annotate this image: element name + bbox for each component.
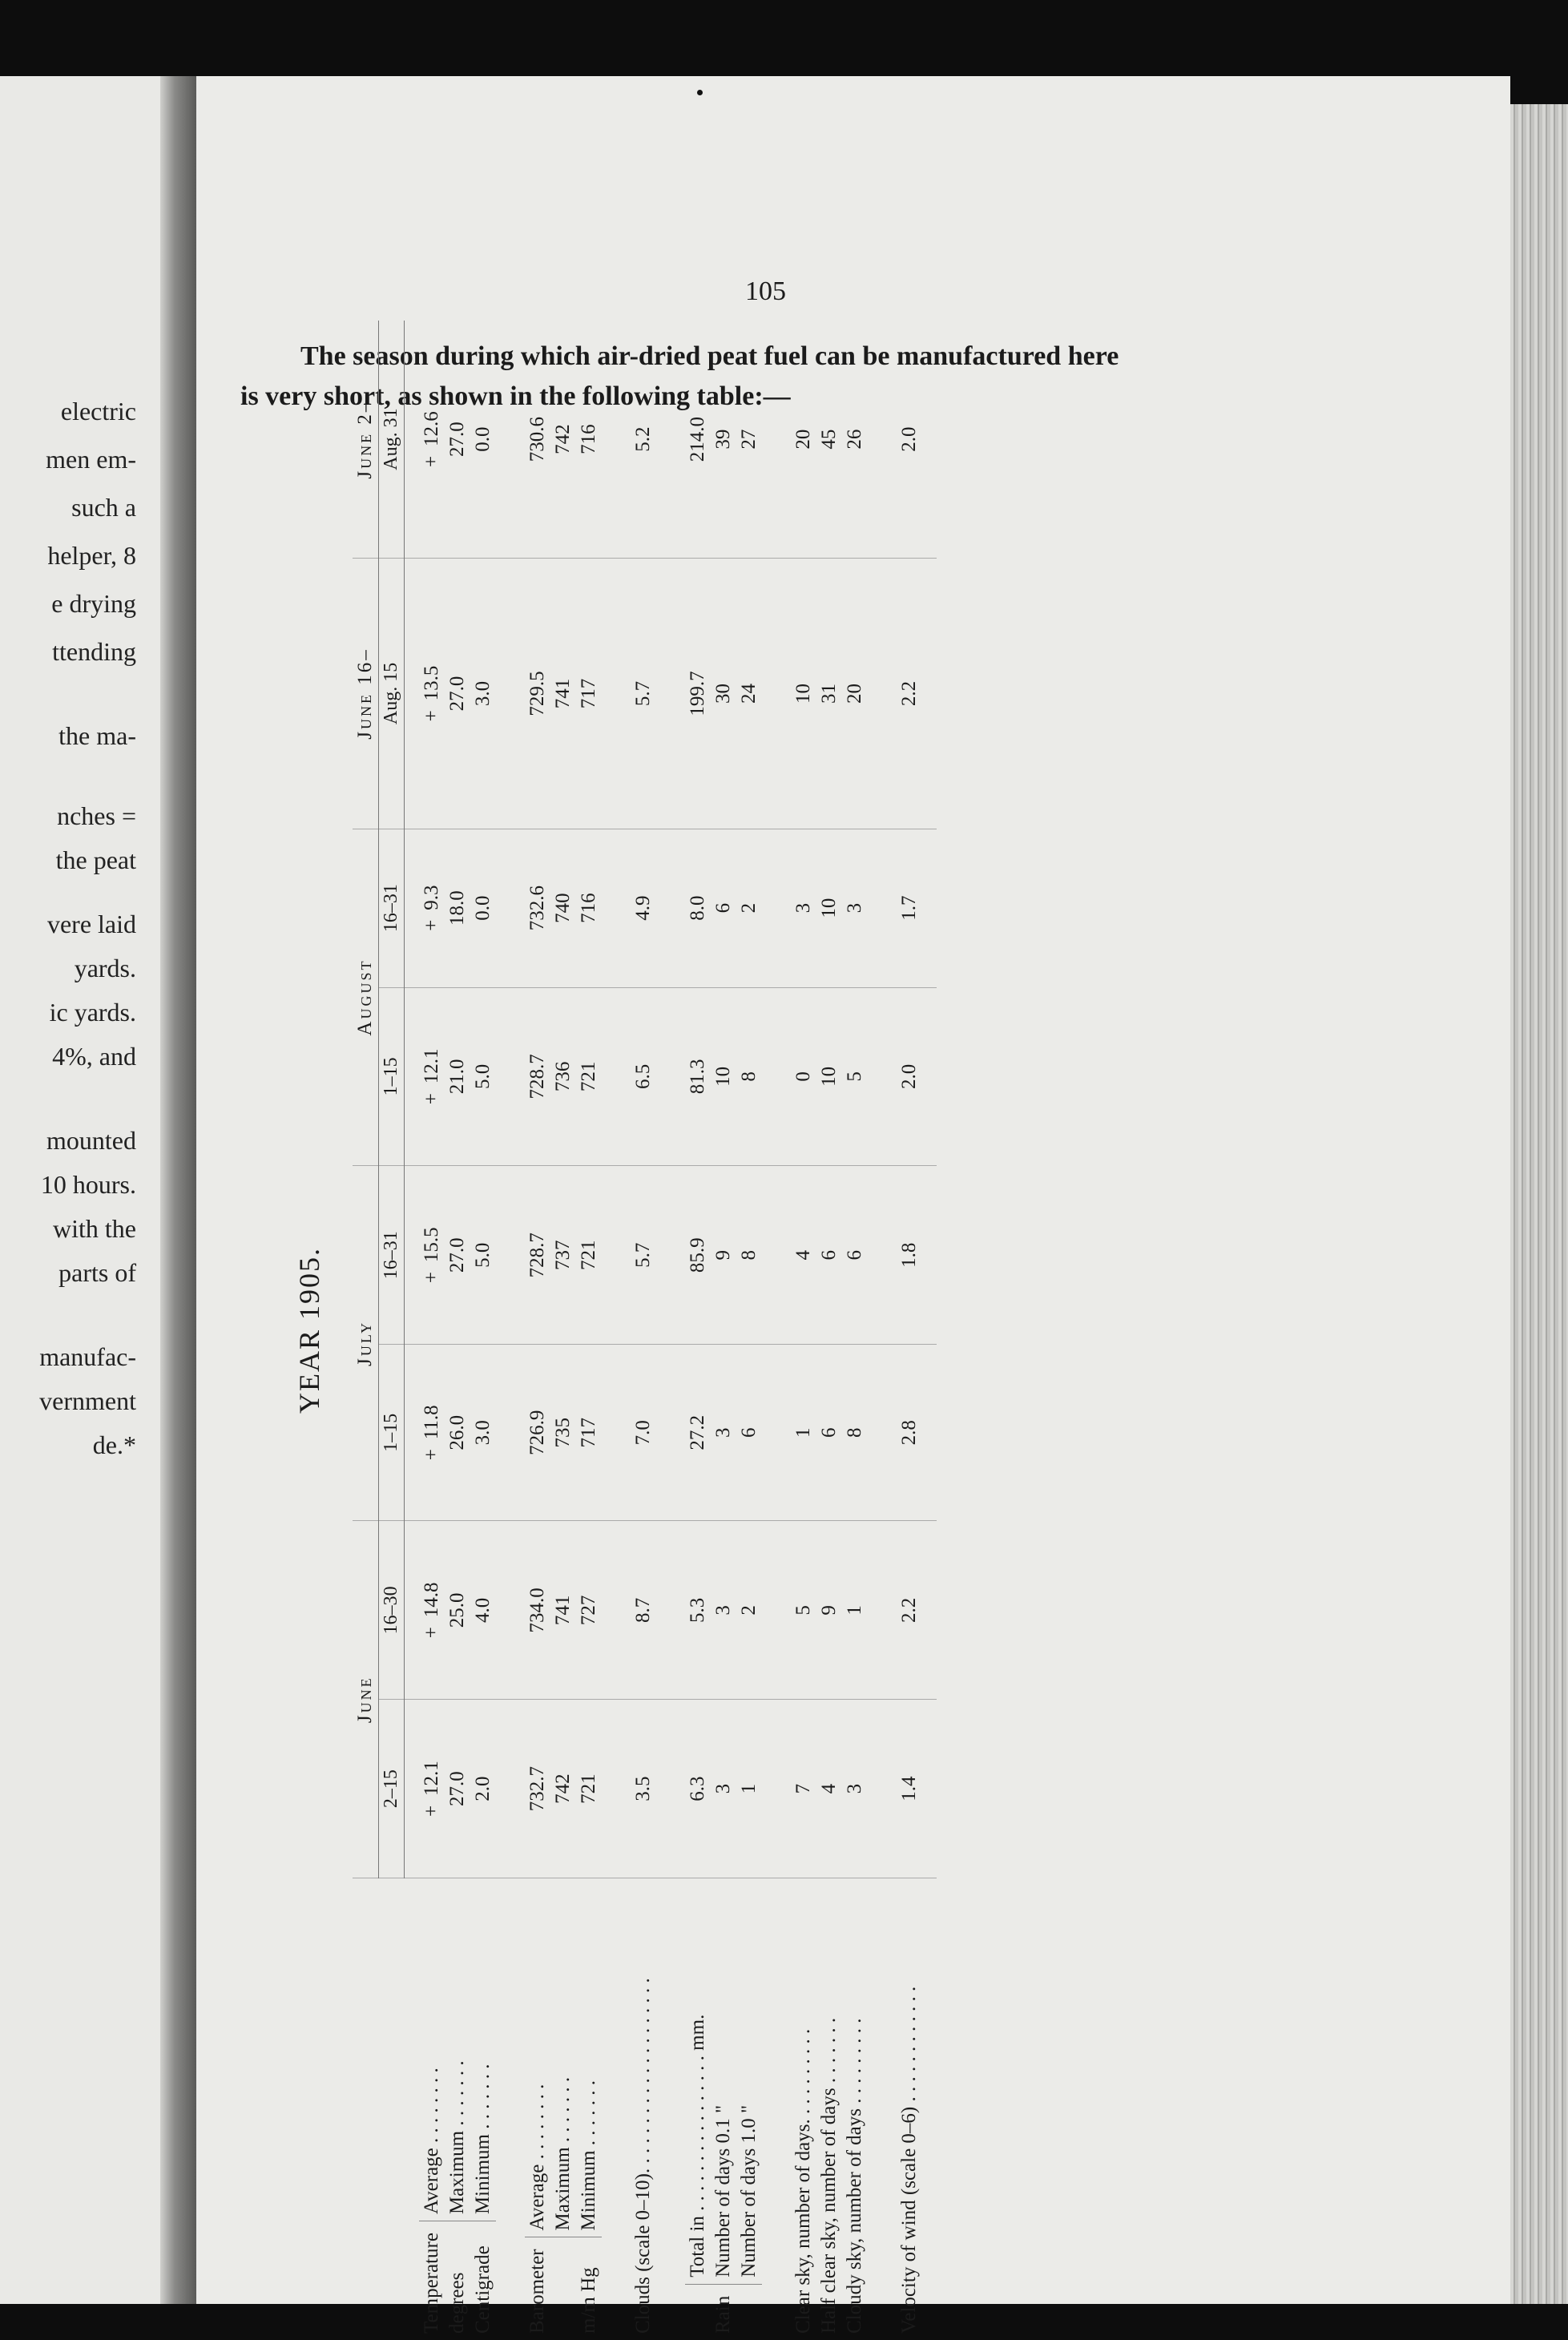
cell-value: 4.0 xyxy=(472,1598,494,1623)
cell-value: 45 xyxy=(818,430,840,450)
cell-value: 30 xyxy=(712,684,734,704)
cell-value: 728.7 xyxy=(526,1054,548,1099)
table-cell xyxy=(510,1345,616,1521)
cell-value: 721 xyxy=(578,1773,599,1804)
row-label-text: Clouds (scale 0–10). . . . . . . . . . . . . . . . . . . . xyxy=(631,1978,656,2334)
left-page-fragment: nches = xyxy=(57,801,136,831)
table-cell xyxy=(616,1700,671,1878)
cell-value: 741 xyxy=(552,1596,574,1626)
table-cell xyxy=(510,987,616,1166)
cell-value: 81.3 xyxy=(687,1059,708,1095)
cell-value: 18.0 xyxy=(446,890,468,926)
cell-value: 5.2 xyxy=(632,426,654,451)
plus-sign: + xyxy=(419,700,445,721)
cell-value: 6.3 xyxy=(687,1777,708,1801)
table-row xyxy=(616,321,671,2340)
book-gutter xyxy=(160,76,196,2304)
left-page xyxy=(0,76,160,2304)
cell-value: 24 xyxy=(738,684,760,704)
row-label-text: Rain xyxy=(711,2296,736,2334)
plus-sign: + xyxy=(419,1617,445,1638)
cell-value: 6 xyxy=(818,1428,840,1438)
row-label-text xyxy=(550,2249,576,2334)
cell-value: 13.5 xyxy=(421,666,442,701)
cell-value: 716 xyxy=(578,893,599,923)
cell-value: 3 xyxy=(712,1605,734,1616)
cell-value: 6 xyxy=(712,903,734,914)
cell-value: 9 xyxy=(818,1605,840,1616)
left-page-fragment: such a xyxy=(71,493,136,522)
table-cell xyxy=(510,829,616,987)
left-page-fragment: helper, 8 xyxy=(47,541,136,571)
table-cell xyxy=(510,1700,616,1878)
table-cell xyxy=(671,987,776,1166)
cell-value: 734.0 xyxy=(526,1588,548,1632)
cell-value: 10 xyxy=(818,898,840,918)
cell-value: 3.5 xyxy=(632,1777,654,1801)
cell-value: 3 xyxy=(792,903,814,914)
row-sublabel: Number of days 0.1 " xyxy=(711,2015,736,2277)
cell-value: 12.1 xyxy=(421,1049,442,1084)
table-cell xyxy=(776,829,882,987)
table-cell xyxy=(671,321,776,559)
period-header: 16–31 xyxy=(379,1166,405,1345)
left-page-fragment: vernment xyxy=(39,1386,136,1416)
row-sublabel: Maximum . . . . . . . xyxy=(550,2077,576,2231)
cell-value: 716 xyxy=(578,424,599,454)
table-body xyxy=(405,321,937,2340)
table-cell xyxy=(671,1700,776,1878)
table-cell xyxy=(510,1166,616,1345)
cell-value: 4 xyxy=(792,1250,814,1261)
cell-value: 3 xyxy=(712,1784,734,1794)
cell-value: 2.8 xyxy=(898,1420,920,1445)
left-page-fragment: e drying xyxy=(51,589,136,619)
cell-value: 740 xyxy=(552,893,574,923)
cell-value: 726.9 xyxy=(526,1410,548,1455)
group-august: August xyxy=(353,829,379,1166)
table-cell xyxy=(671,559,776,829)
row-label-text: Velocity of wind (scale 0–6) . . . . . . . . . . . . xyxy=(897,1987,922,2334)
table-cell xyxy=(776,321,882,559)
cell-value: 5.0 xyxy=(472,1243,494,1268)
cell-value: 3.0 xyxy=(472,681,494,706)
cell-value: 8.0 xyxy=(687,896,708,921)
row-label-text: m/m Hg xyxy=(576,2249,602,2334)
table-cell xyxy=(616,1345,671,1521)
table-cell xyxy=(405,829,511,987)
plus-sign: + xyxy=(419,446,445,467)
table-cell xyxy=(882,1521,937,1700)
period-header: 1–15 xyxy=(379,987,405,1166)
table-cell xyxy=(882,321,937,559)
cell-value: 721 xyxy=(578,1240,599,1270)
cell-value: 8 xyxy=(738,1071,760,1082)
table-cell xyxy=(616,987,671,1166)
cell-value: 11.8 xyxy=(421,1405,442,1439)
table-row xyxy=(510,321,616,2340)
table-cell xyxy=(776,1345,882,1521)
plus-sign: + xyxy=(419,1262,445,1283)
cell-value: 6 xyxy=(818,1250,840,1261)
cell-value: 1 xyxy=(738,1784,760,1794)
cell-value: 20 xyxy=(792,430,814,450)
cell-value: 27 xyxy=(738,430,760,450)
cell-value: 5.0 xyxy=(472,1064,494,1089)
cell-value: 742 xyxy=(552,1773,574,1804)
cell-value: 0.0 xyxy=(472,896,494,921)
cell-value: 736 xyxy=(552,1062,574,1092)
cell-value: 2.0 xyxy=(898,1064,920,1089)
table-cell xyxy=(405,1521,511,1700)
table-cell xyxy=(776,1166,882,1345)
row-sublabel: Minimum . . . . . . . xyxy=(576,2077,602,2231)
cell-value: 737 xyxy=(552,1240,574,1270)
left-page-fragment: with the xyxy=(53,1214,136,1244)
cell-value: 31 xyxy=(818,684,840,704)
table-cell xyxy=(776,987,882,1166)
cell-value: 741 xyxy=(552,679,574,709)
table-row xyxy=(405,321,511,2340)
cell-value: 5 xyxy=(844,1071,865,1082)
weather-table-rotated xyxy=(264,321,1130,2340)
row-sublabel: Number of days 1.0 " xyxy=(736,2015,762,2277)
cell-value: 0.0 xyxy=(472,426,494,451)
row-label xyxy=(671,1878,776,2340)
cell-value: 26.0 xyxy=(446,1415,468,1450)
cell-value: 2 xyxy=(738,903,760,914)
row-sublabel: Total in . . . . . . . . . . . . . . . . mm. xyxy=(685,2015,711,2277)
left-page-fragment: 10 hours. xyxy=(41,1170,136,1200)
period-header: Aug. 31 xyxy=(379,321,405,559)
cell-value: 727 xyxy=(578,1596,599,1626)
table-title: YEAR 1905. xyxy=(292,321,326,2340)
cell-value: 15.5 xyxy=(421,1227,442,1262)
cell-value: 728.7 xyxy=(526,1233,548,1277)
table-cell xyxy=(776,559,882,829)
cell-value: 735 xyxy=(552,1418,574,1448)
left-page-fragment: vere laid xyxy=(47,910,136,939)
cell-value: 85.9 xyxy=(687,1237,708,1273)
group-july: July xyxy=(353,1166,379,1521)
row-label xyxy=(616,1878,671,2340)
cell-value: 4.9 xyxy=(632,896,654,921)
plus-sign: + xyxy=(419,1796,445,1817)
cell-value: 729.5 xyxy=(526,671,548,716)
cell-value: 9 xyxy=(712,1250,734,1261)
cell-value: 27.2 xyxy=(687,1415,708,1450)
cell-value: 2.2 xyxy=(898,1598,920,1623)
table-cell xyxy=(882,1700,937,1878)
intro-line-1: The season during which air-dried peat fuel can be manufactured here xyxy=(240,337,1306,377)
row-label xyxy=(510,1878,616,2340)
cell-value: 730.6 xyxy=(526,417,548,462)
table-cell xyxy=(510,1521,616,1700)
cell-value: 14.8 xyxy=(421,1582,442,1617)
period-header: Aug. 15 xyxy=(379,559,405,829)
table-cell xyxy=(882,829,937,987)
cell-value: 1 xyxy=(844,1605,865,1616)
cell-value: 2.2 xyxy=(898,681,920,706)
cell-value: 1.7 xyxy=(898,896,920,921)
table-cell xyxy=(616,559,671,829)
cell-value: 27.0 xyxy=(446,676,468,712)
row-label xyxy=(776,1878,882,2340)
cell-value: 0 xyxy=(792,1071,814,1082)
cell-value: 5.7 xyxy=(632,1243,654,1268)
cell-value: 1 xyxy=(792,1428,814,1438)
cell-value: 39 xyxy=(712,430,734,450)
left-page-fragment: men em- xyxy=(46,445,136,474)
table-cell xyxy=(671,1345,776,1521)
cell-value: 5.7 xyxy=(632,681,654,706)
left-page-fragment: mounted xyxy=(46,1126,136,1156)
cell-value: 7.0 xyxy=(632,1420,654,1445)
cell-value: 8 xyxy=(738,1250,760,1261)
page-number: 105 xyxy=(745,276,786,307)
cell-value: 3 xyxy=(712,1428,734,1438)
row-label-text: Temperature xyxy=(419,2233,445,2334)
table-cell xyxy=(776,1521,882,1700)
cell-value: 25.0 xyxy=(446,1592,468,1628)
weather-table xyxy=(353,321,937,2340)
cell-value: 717 xyxy=(578,1418,599,1448)
cell-value: 21.0 xyxy=(446,1059,468,1095)
left-page-fragment: ttending xyxy=(52,637,136,667)
left-page-fragment: 4%, and xyxy=(52,1042,136,1071)
cell-value: 732.6 xyxy=(526,886,548,930)
group-june: June xyxy=(353,1521,379,1878)
plus-sign: + xyxy=(419,1083,445,1104)
cell-value: 20 xyxy=(844,684,865,704)
period-header: 1–15 xyxy=(379,1345,405,1521)
group-june2: June 2– xyxy=(353,321,379,559)
table-cell xyxy=(405,559,511,829)
cell-value: 10 xyxy=(712,1067,734,1087)
plus-sign: + xyxy=(419,1439,445,1460)
cell-value: 6 xyxy=(844,1250,865,1261)
row-label xyxy=(405,1878,511,2340)
period-header: 2–15 xyxy=(379,1700,405,1878)
table-cell xyxy=(405,1166,511,1345)
cell-value: 214.0 xyxy=(687,417,708,462)
plus-sign: + xyxy=(419,910,445,931)
left-page-fragment: electric xyxy=(61,397,136,426)
cell-value: 742 xyxy=(552,424,574,454)
intro-line-2: is very short, as shown in the following table:— xyxy=(240,377,1306,417)
print-mark xyxy=(697,90,703,95)
table-row xyxy=(671,321,776,2340)
cell-value: 6.5 xyxy=(632,1064,654,1089)
cell-value: 27.0 xyxy=(446,1237,468,1273)
cell-value: 2 xyxy=(738,1605,760,1616)
cell-value: 3 xyxy=(844,1784,865,1794)
row-sublabel: Minimum . . . . . . . xyxy=(470,2060,496,2214)
cell-value: 199.7 xyxy=(687,671,708,716)
group-june16: June 16– xyxy=(353,559,379,829)
table-cell xyxy=(405,321,511,559)
left-page-fragment: parts of xyxy=(58,1258,136,1288)
row-label xyxy=(882,1878,937,2340)
table-cell xyxy=(510,559,616,829)
row-label-text: Half clear sky, number of days . . . . . . . xyxy=(816,2018,842,2334)
table-row xyxy=(882,321,937,2340)
left-page-fragment: the ma- xyxy=(58,721,136,751)
cell-value: 12.6 xyxy=(421,411,442,446)
page-edge xyxy=(1510,104,1568,2304)
cell-value: 1.4 xyxy=(898,1777,920,1801)
cell-value: 721 xyxy=(578,1062,599,1092)
table-cell xyxy=(616,321,671,559)
cell-value: 10 xyxy=(818,1067,840,1087)
cell-value: 1.8 xyxy=(898,1243,920,1268)
left-page-fragment: de.* xyxy=(93,1430,136,1460)
table-cell xyxy=(405,1700,511,1878)
table-cell xyxy=(405,1345,511,1521)
table-cell xyxy=(882,987,937,1166)
cell-value: 12.1 xyxy=(421,1761,442,1796)
table-cell xyxy=(882,559,937,829)
cell-value: 10 xyxy=(792,684,814,704)
table-cell xyxy=(671,1521,776,1700)
row-label-text: Clear sky, number of days. . . . . . . . . . xyxy=(791,2018,816,2334)
cell-value: 26 xyxy=(844,430,865,450)
table-cell xyxy=(882,1166,937,1345)
cell-value: 6 xyxy=(738,1428,760,1438)
table-cell xyxy=(616,1521,671,1700)
table-cell xyxy=(405,987,511,1166)
left-page-fragment: ic yards. xyxy=(50,998,136,1027)
table-cell xyxy=(776,1700,882,1878)
cell-value: 2.0 xyxy=(898,426,920,451)
period-header: 16–30 xyxy=(379,1521,405,1700)
cell-value: 2.0 xyxy=(472,1777,494,1801)
table-cell xyxy=(616,1166,671,1345)
table-cell xyxy=(616,829,671,987)
row-label-text: Centigrade xyxy=(470,2233,496,2334)
left-page-fragment: yards. xyxy=(75,954,136,983)
row-sublabel: Maximum . . . . . . . xyxy=(445,2060,470,2214)
row-label-text: degrees xyxy=(445,2233,470,2334)
table-cell xyxy=(671,829,776,987)
cell-value: 9.3 xyxy=(421,886,442,910)
row-sublabel: Average . . . . . . . . xyxy=(419,2060,445,2214)
period-header: 16–31 xyxy=(379,829,405,987)
cell-value: 5 xyxy=(792,1605,814,1616)
cell-value: 27.0 xyxy=(446,422,468,457)
row-label-text: Cloudy sky, number of days . . . . . . . . . xyxy=(842,2018,868,2334)
cell-value: 717 xyxy=(578,679,599,709)
table-cell xyxy=(510,321,616,559)
cell-value: 4 xyxy=(818,1784,840,1794)
cell-value: 3.0 xyxy=(472,1420,494,1445)
table-cell xyxy=(671,1166,776,1345)
left-page-fragment: the peat xyxy=(56,845,136,875)
cell-value: 5.3 xyxy=(687,1598,708,1623)
row-sublabel: Average . . . . . . . . xyxy=(525,2077,550,2231)
table-cell xyxy=(882,1345,937,1521)
cell-value: 27.0 xyxy=(446,1771,468,1806)
cell-value: 8.7 xyxy=(632,1598,654,1623)
row-label-text: Barometer xyxy=(525,2249,550,2334)
table-row xyxy=(776,321,882,2340)
cell-value: 8 xyxy=(844,1428,865,1438)
cell-value: 7 xyxy=(792,1784,814,1794)
cell-value: 732.7 xyxy=(526,1766,548,1811)
left-page-fragment: manufac- xyxy=(39,1342,136,1372)
row-header-spacer xyxy=(353,1878,405,2340)
cell-value: 3 xyxy=(844,903,865,914)
group-header-row xyxy=(353,321,379,2340)
